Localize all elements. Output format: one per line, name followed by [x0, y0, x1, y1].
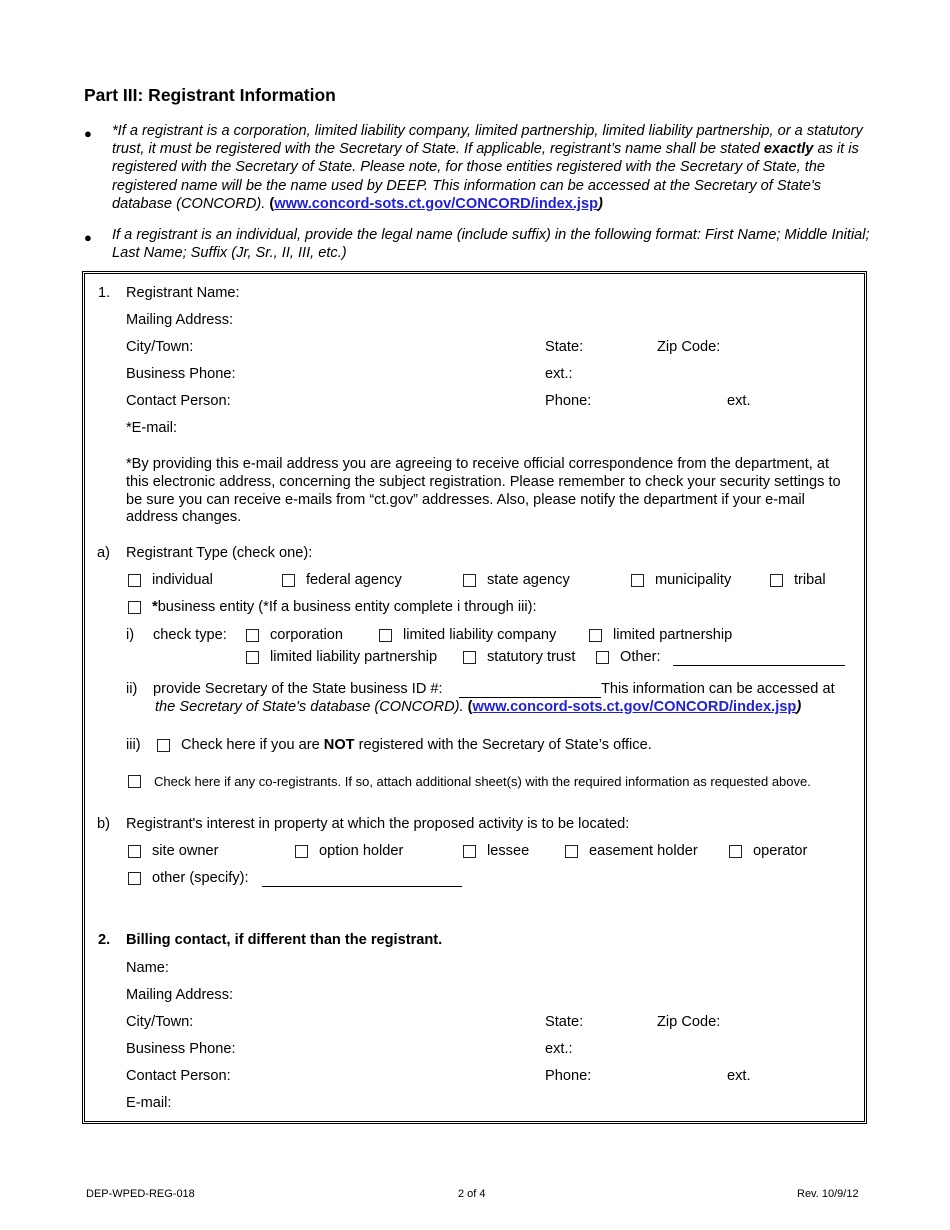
type-state-agency-label: state agency [487, 572, 570, 588]
checkbox-other-type[interactable] [596, 651, 609, 664]
billing-contact-person-label: Contact Person: [126, 1068, 231, 1084]
checkbox-limited-partnership[interactable] [589, 629, 602, 642]
billing-ext-label-2: ext. [727, 1068, 751, 1084]
checkbox-easement-holder[interactable] [565, 845, 578, 858]
city-label: City/Town: [126, 339, 194, 355]
type-federal-agency-label: federal agency [306, 572, 402, 588]
checkbox-municipality[interactable] [631, 574, 644, 587]
other-type-field[interactable] [673, 665, 845, 666]
phone-label: Phone: [545, 393, 592, 409]
bullet-1-lead: *If a registrant is a corporation, limited liability company, limited partnership, limited liability partnership, or a statutory trust, it must be registered with the Secretary of State. If applicable, registrant’s name shall be stated [112, 123, 863, 158]
bullet-1: *If a registrant is a corporation, limited liability company, limited partnership, limited liability partnership, or a statutory trust, it must be registered with the Secretary of State. If applicable, registrant’s name shall be stated exactly as it is registered with the Secretary of State. Please note, for those entities registered with the Secretary of State, the registered name will be the name used by DEEP. This information can be accessed at the Secretary of State's database (CONCORD). (www.concord-sots.ct.gov/CONCORD/index.jsp) [112, 123, 863, 212]
checkbox-llp[interactable] [246, 651, 259, 664]
billing-ext-label: ext.: [545, 1041, 573, 1057]
other-type-label: Other: [620, 649, 661, 665]
footer-page-number: 2 of 4 [458, 1188, 486, 1200]
llp-label: limited liability partnership [270, 649, 438, 665]
state-label: State: [545, 339, 584, 355]
footer-form-id: DEP-WPED-REG-018 [86, 1188, 195, 1200]
not-registered-emph: NOT [323, 737, 355, 753]
other-interest-field[interactable] [262, 886, 462, 887]
billing-contact-heading: Billing contact, if different than the registrant. [126, 932, 443, 948]
not-registered-pre: Check here if you are [181, 737, 324, 753]
checkbox-lessee[interactable] [463, 845, 476, 858]
item-ii-number: ii) [126, 681, 138, 697]
contact-person-label: Contact Person: [126, 393, 231, 409]
type-tribal-label: tribal [794, 572, 826, 588]
footer-revision: Rev. 10/9/12 [797, 1188, 859, 1200]
page-title: Part III: Registrant Information [84, 85, 336, 105]
checkbox-federal-agency[interactable] [282, 574, 295, 587]
concord-db-text: the Secretary of State's database (CONCORD). [155, 699, 468, 715]
business-entity-label [152, 599, 537, 615]
billing-phone-label: Phone: [545, 1068, 592, 1084]
business-phone-label: Business Phone: [126, 366, 236, 382]
not-registered-label [181, 737, 652, 753]
limited-partnership-label: limited partnership [613, 627, 733, 643]
business-id-note-line2: the Secretary of State's database (CONCORD). (www.concord-sots.ct.gov/CONCORD/index.jsp) [155, 699, 802, 715]
llc-label: limited liability company [403, 627, 557, 643]
business-id-note: This information can be accessed at [601, 681, 835, 697]
checkbox-option-holder[interactable] [295, 845, 308, 858]
bullet-marker: ● [84, 230, 92, 245]
section-a-letter: a) [97, 545, 110, 561]
item-i-number: i) [126, 627, 135, 643]
billing-name-label: Name: [126, 960, 169, 976]
mailing-address-label: Mailing Address: [126, 312, 234, 328]
section-1-number: 1. [98, 285, 111, 301]
bullet-1-emph: exactly [763, 141, 814, 158]
checkbox-operator[interactable] [729, 845, 742, 858]
bullet-1-rest: as it is registered with the Secretary of State. Please note, for those entities registered with the Secretary of State, the registered name will be the name used by DEEP. This information can be accessed at the Secretary of State's database (CONCORD). [112, 141, 859, 212]
corporation-label: corporation [270, 627, 344, 643]
checkbox-other-interest[interactable] [128, 872, 141, 885]
lessee-label: lessee [487, 843, 530, 859]
billing-email-label: E-mail: [126, 1095, 172, 1111]
registrant-name-label: Registrant Name: [126, 285, 240, 301]
checkbox-site-owner[interactable] [128, 845, 141, 858]
operator-label: operator [753, 843, 808, 859]
business-entity-star: * [152, 599, 158, 615]
billing-city-label: City/Town: [126, 1014, 194, 1030]
not-registered-post: registered with the Secretary of State’s office. [354, 737, 652, 753]
business-id-label: provide Secretary of the State business ID #: [153, 681, 443, 697]
billing-state-label: State: [545, 1014, 584, 1030]
checkbox-state-agency[interactable] [463, 574, 476, 587]
zip-label: Zip Code: [657, 339, 721, 355]
co-registrants-label: Check here if any co-registrants. If so, attach additional sheet(s) with the required information as requested above. [154, 774, 811, 789]
checkbox-corporation[interactable] [246, 629, 259, 642]
email-note: *By providing this e-mail address you are agreeing to receive official correspondence from the department, at this electronic address, concerning the subject registration. Please remember to check your security settings to be sure you can receive e-mails from “ct.gov” addresses. Also, please notify the department if your e-mail address changes. [126, 456, 841, 526]
easement-holder-label: easement holder [589, 843, 698, 859]
property-interest-heading: Registrant's interest in property at which the proposed activity is to be located: [126, 816, 630, 832]
checkbox-not-registered[interactable] [157, 739, 170, 752]
item-iii-number: iii) [126, 737, 141, 753]
statutory-trust-label: statutory trust [487, 649, 576, 665]
billing-mailing-address-label: Mailing Address: [126, 987, 234, 1003]
checkbox-statutory-trust[interactable] [463, 651, 476, 664]
email-label: *E-mail: [126, 420, 178, 436]
option-holder-label: option holder [319, 843, 404, 859]
checkbox-tribal[interactable] [770, 574, 783, 587]
section-2-number: 2. [98, 932, 111, 948]
registrant-type-heading: Registrant Type (check one): [126, 545, 313, 561]
business-entity-text: business entity (*If a business entity complete i through iii): [157, 599, 537, 615]
section-b-letter: b) [97, 816, 110, 832]
concord-link-2[interactable]: www.concord-sots.ct.gov/CONCORD/index.jsp [472, 699, 797, 715]
checkbox-co-registrants[interactable] [128, 775, 141, 788]
bullet-2: If a registrant is an individual, provide the legal name (include suffix) in the following format: First Name; Middle Initial; Last Name; Suffix (Jr, Sr., II, III, etc.) [112, 227, 870, 262]
billing-business-phone-label: Business Phone: [126, 1041, 236, 1057]
checkbox-llc[interactable] [379, 629, 392, 642]
type-individual-label: individual [152, 572, 213, 588]
site-owner-label: site owner [152, 843, 219, 859]
billing-zip-label: Zip Code: [657, 1014, 721, 1030]
ext-label-2: ext. [727, 393, 751, 409]
concord-link[interactable]: www.concord-sots.ct.gov/CONCORD/index.jsp [274, 195, 599, 212]
checkbox-individual[interactable] [128, 574, 141, 587]
checkbox-business-entity[interactable] [128, 601, 141, 614]
business-id-field[interactable] [459, 697, 601, 698]
check-type-label: check type: [153, 627, 227, 643]
bullet-marker: ● [84, 126, 92, 141]
other-interest-label: other (specify): [152, 870, 249, 886]
type-municipality-label: municipality [655, 572, 732, 588]
ext-label: ext.: [545, 366, 573, 382]
